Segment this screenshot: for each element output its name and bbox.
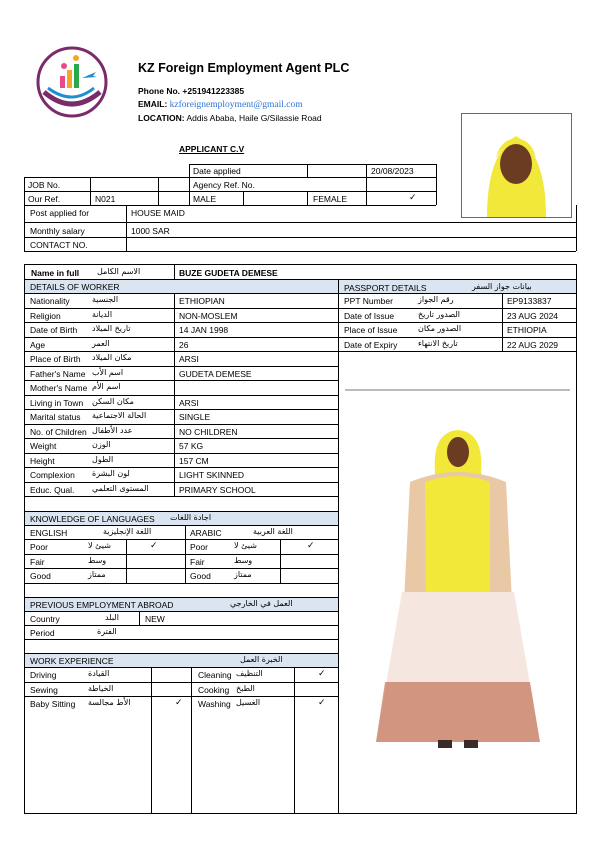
- detail-label: Father's Name: [30, 368, 86, 379]
- passport-value: ETHIOPIA: [507, 325, 547, 335]
- english-level-check: ✓: [150, 541, 158, 551]
- passport-label: Date of Expiry: [344, 339, 398, 350]
- arabic-level-ar: شيئ لا: [234, 541, 257, 550]
- detail-label-ar: العمر: [92, 338, 110, 348]
- date-applied-value: 20/08/2023: [371, 166, 414, 176]
- work-skill-check: ✓: [318, 698, 326, 708]
- arabic-label-ar: اللغة العربية: [253, 527, 293, 536]
- company-name: KZ Foreign Employment Agent PLC: [138, 61, 350, 75]
- english-level-label: Fair: [30, 556, 45, 567]
- post-label: Post applied for: [30, 208, 90, 218]
- detail-label: Place of Birth: [30, 354, 81, 364]
- english-level-ar: وسط: [88, 555, 107, 565]
- passport-value: EP9133837: [507, 296, 552, 306]
- work-skill-ar: الطبخ: [236, 683, 255, 693]
- full-body-photo: [340, 352, 575, 812]
- agency-ref-label: Agency Ref. No.: [193, 180, 255, 190]
- work-skill-ar: التنظيف: [236, 669, 263, 678]
- detail-label-ar: اسم الأب: [92, 367, 124, 377]
- detail-label-ar: مكان الميلاد: [92, 353, 132, 362]
- work-skill-label: Washing: [198, 699, 231, 709]
- location-line: LOCATION: Addis Ababa, Haile G/Silassie Road: [138, 113, 322, 123]
- phone-label: Phone No. +251941223385: [138, 86, 245, 96]
- row-divider: [24, 380, 339, 381]
- arabic-level-label: Fair: [190, 556, 205, 567]
- detail-value: LIGHT SKINNED: [179, 470, 245, 480]
- detail-value: NO CHILDREN: [179, 426, 238, 437]
- row-divider: [24, 482, 339, 483]
- country-label: Country: [30, 614, 60, 624]
- detail-label: Mother's Name: [30, 383, 88, 393]
- previous-title-ar: العمل في الخارجي: [230, 599, 293, 608]
- work-title-ar: الخبرة العمل: [240, 655, 283, 664]
- english-label: ENGLISH: [30, 528, 68, 538]
- english-level-ar: شيئ لا: [88, 541, 111, 550]
- work-skill-label: Sewing: [30, 684, 58, 695]
- contact-label: CONTACT NO.: [30, 240, 88, 250]
- passport-label: Date of Issue: [344, 310, 395, 321]
- arabic-level-check: ✓: [307, 541, 315, 551]
- female-check: ✓: [409, 193, 417, 203]
- row-divider: [24, 322, 339, 323]
- row-divider: [24, 453, 339, 454]
- row-divider: [24, 351, 339, 352]
- detail-value: SINGLE: [179, 412, 211, 422]
- row-divider: [24, 424, 339, 425]
- job-no-label: JOB No.: [28, 180, 61, 190]
- detail-label-ar: الوزن: [92, 440, 111, 449]
- our-ref-label: Our Ref.: [28, 194, 61, 204]
- detail-value: GUDETA DEMESE: [179, 368, 252, 379]
- detail-label: Height: [30, 455, 55, 466]
- detail-label-ar: تاريخ الميلاد: [92, 324, 131, 333]
- period-label: Period: [30, 628, 55, 638]
- work-skill-label: Baby Sitting: [30, 699, 76, 709]
- row-divider: [24, 438, 339, 439]
- arabic-level-label: Poor: [190, 542, 208, 552]
- email-line: EMAIL: kzforeignemployment@gmail.com: [138, 99, 303, 110]
- row-divider: [24, 539, 339, 540]
- date-applied-label: Date applied: [193, 166, 241, 176]
- detail-label: Educ. Qual.: [30, 484, 75, 495]
- female-label: FEMALE: [313, 194, 348, 204]
- detail-label: No. of Children: [30, 426, 87, 437]
- detail-label: Complexion: [30, 470, 75, 480]
- detail-value: NON-MOSLEM: [179, 310, 238, 321]
- row-divider: [24, 583, 339, 584]
- cv-title: APPLICANT C.V: [179, 144, 245, 154]
- detail-label-ar: الحالة الاجتماعية: [92, 411, 147, 420]
- detail-value: 14 JAN 1998: [179, 325, 229, 335]
- name-label: Name in full: [31, 268, 80, 278]
- work-title: WORK EXPERIENCE: [30, 656, 114, 666]
- detail-value: ARSI: [179, 397, 199, 408]
- english-label-ar: اللغة الإنجليزية: [103, 527, 152, 536]
- period-label-ar: الفترة: [97, 627, 117, 636]
- passport-label: PPT Number: [344, 296, 393, 306]
- passport-value: 22 AUG 2029: [507, 339, 559, 350]
- detail-label: Date of Birth: [30, 325, 78, 335]
- row-divider: [24, 496, 339, 497]
- work-skill-check: ✓: [318, 669, 326, 679]
- portrait-photo: [461, 113, 572, 218]
- detail-label-ar: عدد الأطفال: [92, 425, 133, 435]
- passport-label-ar: رقم الجواز: [418, 295, 454, 304]
- salary-value: 1000 SAR: [131, 226, 170, 236]
- male-label: MALE: [193, 194, 217, 204]
- detail-label-ar: المستوى التعلمي: [92, 483, 149, 493]
- work-skill-check: ✓: [175, 698, 183, 708]
- detail-value: PRIMARY SCHOOL: [179, 484, 256, 495]
- passport-label: Place of Issue: [344, 325, 398, 335]
- post-value: HOUSE MAID: [131, 208, 185, 218]
- row-divider: [24, 337, 339, 338]
- our-ref-value: N021: [95, 194, 116, 204]
- english-level-label: Poor: [30, 542, 48, 552]
- detail-label: Marital status: [30, 412, 81, 422]
- previous-title: PREVIOUS EMPLOYMENT ABROAD: [30, 600, 174, 610]
- passport-title: PASSPORT DETAILS: [344, 283, 427, 293]
- arabic-level-ar: ممتاز: [234, 570, 252, 579]
- english-level-label: Good: [30, 571, 51, 581]
- work-skill-ar: القيادة: [88, 669, 110, 678]
- arabic-label: ARABIC: [190, 528, 222, 538]
- detail-value: 57 KG: [179, 441, 204, 451]
- languages-title-ar: اجادة اللغات: [170, 513, 212, 522]
- work-skill-label: Cleaning: [198, 670, 232, 680]
- country-label-ar: البلد: [105, 613, 119, 622]
- detail-label: Nationality: [30, 296, 70, 306]
- passport-label-ar: تاريخ الانتهاء: [418, 338, 458, 348]
- detail-value: 26: [179, 339, 189, 350]
- passport-label-ar: الصدور تاريخ: [418, 309, 460, 319]
- detail-label-ar: مكان السكن: [92, 396, 134, 406]
- details-title: DETAILS OF WORKER: [30, 282, 120, 292]
- email-link[interactable]: kzforeignemployment@gmail.com: [169, 100, 303, 110]
- passport-value: 23 AUG 2024: [507, 310, 559, 321]
- row-divider: [24, 308, 339, 309]
- passport-title-ar: بيانات جواز السفر: [472, 282, 532, 291]
- name-label-ar: الاسم الكامل: [97, 267, 141, 276]
- arabic-level-ar: وسط: [234, 555, 253, 565]
- row-divider: [24, 682, 339, 683]
- detail-value: ETHIOPIAN: [179, 296, 225, 306]
- row-divider: [24, 366, 339, 367]
- work-skill-ar: الخياطة: [88, 683, 114, 693]
- detail-label-ar: الديانة: [92, 309, 113, 319]
- languages-title: KNOWLEDGE OF LANGUAGES: [30, 514, 155, 524]
- arabic-level-label: Good: [190, 571, 211, 581]
- detail-label-ar: الجنسية: [92, 295, 119, 304]
- name-value: BUZE GUDETA DEMESE: [179, 268, 278, 278]
- detail-label-ar: لون البشرة: [92, 469, 130, 478]
- detail-label: Religion: [30, 310, 61, 321]
- company-logo: [34, 44, 112, 122]
- detail-label-ar: اسم الأم: [92, 382, 121, 391]
- detail-label: Age: [30, 339, 46, 350]
- work-skill-label: Driving: [30, 670, 57, 680]
- row-divider: [24, 568, 339, 569]
- work-skill-ar: الأط مجالسة: [88, 698, 131, 707]
- row-divider: [24, 395, 339, 396]
- row-divider: [24, 554, 339, 555]
- english-level-ar: ممتاز: [88, 570, 106, 579]
- passport-label-ar: الصدور مكان: [418, 324, 462, 333]
- row-divider: [338, 351, 577, 352]
- row-divider: [24, 696, 339, 697]
- detail-label: Weight: [30, 441, 57, 451]
- row-divider: [338, 322, 577, 323]
- detail-value: ARSI: [179, 354, 199, 364]
- salary-label: Monthly salary: [30, 226, 85, 236]
- detail-label-ar: الطول: [92, 454, 114, 464]
- work-skill-ar: الغسيل: [236, 698, 261, 707]
- work-skill-label: Cooking: [198, 684, 230, 695]
- country-value: NEW: [145, 614, 165, 624]
- detail-label: Living in Town: [30, 397, 84, 408]
- row-divider: [24, 467, 339, 468]
- detail-value: 157 CM: [179, 455, 209, 466]
- row-divider: [24, 409, 339, 410]
